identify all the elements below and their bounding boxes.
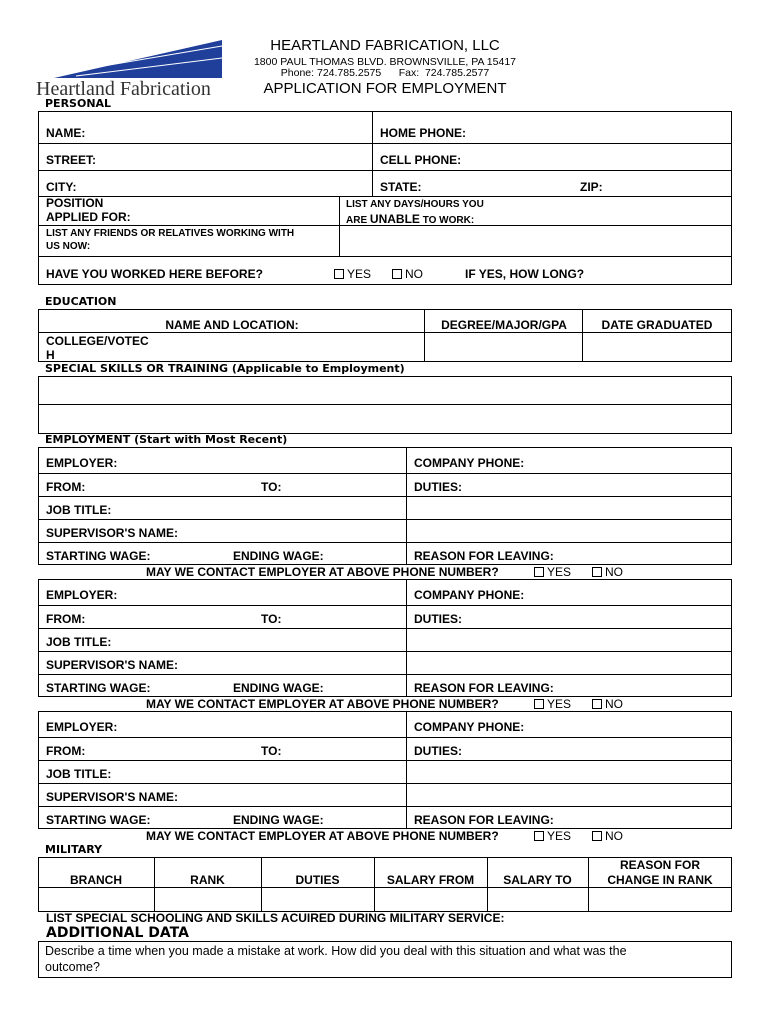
supervisor-label: SUPERVISOR'S NAME:: [46, 658, 178, 672]
name-field[interactable]: [90, 120, 368, 140]
military-heading: MILITARY: [45, 843, 103, 856]
friends-label-1: LIST ANY FRIENDS OR RELATIVES WORKING WITH: [46, 228, 295, 239]
ending-wage-label: ENDING WAGE:: [233, 813, 324, 827]
ending-wage-field[interactable]: [333, 809, 403, 827]
duties-label: DUTIES:: [414, 744, 462, 758]
edu-col-name: NAME AND LOCATION:: [165, 318, 299, 332]
company-phone-field[interactable]: [535, 451, 728, 471]
logo-triangle-icon: [36, 38, 228, 82]
education-heading: EDUCATION: [45, 295, 117, 308]
edu-date-field[interactable]: [586, 334, 728, 360]
company-phone-label: COMPANY PHONE:: [414, 720, 525, 734]
friends-label-2: US NOW:: [46, 241, 91, 252]
friends-field[interactable]: [344, 229, 728, 253]
to-field[interactable]: [285, 740, 403, 758]
contact-question: MAY WE CONTACT EMPLOYER AT ABOVE PHONE NUMBER?: [146, 697, 499, 711]
military-salary-from-field[interactable]: [376, 889, 485, 910]
company-name: HEARTLAND FABRICATION, LLC: [270, 37, 500, 54]
contact-yes-checkbox[interactable]: YES: [534, 697, 571, 711]
military-col-reason-2: CHANGE IN RANK: [607, 873, 713, 887]
duties-field[interactable]: [470, 608, 728, 626]
job-title-field[interactable]: [115, 631, 403, 649]
supervisor-label: SUPERVISOR'S NAME:: [46, 790, 178, 804]
starting-wage-field[interactable]: [160, 809, 230, 827]
ending-wage-field[interactable]: [333, 677, 403, 695]
company-phone: Phone: 724.785.2575 Fax: 724.785.2577: [280, 67, 490, 79]
contact-no-checkbox[interactable]: NO: [592, 829, 623, 843]
unable-label-1: LIST ANY DAYS/HOURS YOU: [346, 199, 484, 210]
from-field[interactable]: [90, 608, 255, 626]
unable-field[interactable]: [490, 200, 728, 222]
supervisor-label: SUPERVISOR'S NAME:: [46, 526, 178, 540]
starting-wage-field[interactable]: [160, 545, 230, 563]
supervisor-field[interactable]: [190, 786, 403, 804]
company-phone-field[interactable]: [535, 583, 728, 603]
to-label: TO:: [261, 612, 282, 626]
worked-yes-checkbox[interactable]: YES: [334, 267, 371, 281]
starting-wage-field[interactable]: [160, 677, 230, 695]
employer-field[interactable]: [125, 715, 403, 735]
reason-leaving-field[interactable]: [565, 809, 728, 827]
company-phone-label: COMPANY PHONE:: [414, 588, 525, 602]
duties-field[interactable]: [470, 740, 728, 758]
city-label: CITY:: [46, 180, 77, 194]
from-field[interactable]: [90, 740, 255, 758]
additional-question-1: Describe a time when you made a mistake at work. How did you deal with this situation and what was the: [45, 944, 627, 958]
job-title-label: JOB TITLE:: [46, 635, 112, 649]
reason-leaving-field[interactable]: [565, 677, 728, 695]
skills-field-2[interactable]: [42, 407, 728, 431]
military-schooling-label: LIST SPECIAL SCHOOLING AND SKILLS ACUIRED DURING MILITARY SERVICE:: [46, 911, 505, 925]
contact-question: MAY WE CONTACT EMPLOYER AT ABOVE PHONE NUMBER?: [146, 829, 499, 843]
edu-row-label-2: H: [46, 348, 55, 362]
home-phone-label: HOME PHONE:: [380, 126, 467, 140]
employer-label: EMPLOYER:: [46, 720, 118, 734]
reason-leaving-label: REASON FOR LEAVING:: [414, 549, 554, 563]
reason-leaving-field[interactable]: [565, 545, 728, 563]
worked-before-label: HAVE YOU WORKED HERE BEFORE?: [46, 267, 263, 281]
job-title-label: JOB TITLE:: [46, 767, 112, 781]
contact-yes-checkbox[interactable]: YES: [534, 829, 571, 843]
zip-field[interactable]: [608, 174, 728, 194]
position-label-1: POSITION: [46, 196, 104, 210]
company-address: 1800 PAUL THOMAS BLVD. BROWNSVILLE, PA 15417: [253, 56, 517, 68]
company-phone-label: COMPANY PHONE:: [414, 456, 525, 470]
employer-field[interactable]: [125, 451, 403, 471]
military-col-branch: BRANCH: [70, 873, 122, 887]
zip-label: ZIP:: [580, 180, 603, 194]
state-field[interactable]: [430, 174, 570, 194]
edu-degree-field[interactable]: [428, 334, 578, 360]
street-field[interactable]: [100, 148, 368, 168]
home-phone-field[interactable]: [475, 120, 727, 140]
personal-heading: PERSONAL: [45, 97, 112, 110]
edu-col-degree: DEGREE/MAJOR/GPA: [441, 318, 567, 332]
military-reason-field[interactable]: [590, 889, 730, 910]
military-rank-field[interactable]: [156, 889, 259, 910]
unable-label-2: ARE UNABLE TO WORK:: [346, 212, 475, 226]
ending-wage-field[interactable]: [333, 545, 403, 563]
contact-no-checkbox[interactable]: NO: [592, 565, 623, 579]
how-long-label: IF YES, HOW LONG?: [465, 267, 585, 281]
employer-field[interactable]: [125, 583, 403, 603]
to-label: TO:: [261, 480, 282, 494]
military-salary-to-field[interactable]: [489, 889, 586, 910]
skills-field-1[interactable]: [42, 379, 728, 402]
ending-wage-label: ENDING WAGE:: [233, 549, 324, 563]
worked-no-checkbox[interactable]: NO: [392, 267, 423, 281]
military-col-reason-1: REASON FOR: [619, 858, 700, 872]
company-phone-field[interactable]: [535, 715, 728, 735]
employer-label: EMPLOYER:: [46, 456, 118, 470]
supervisor-field[interactable]: [190, 522, 403, 540]
additional-answer-field[interactable]: [110, 959, 728, 976]
ending-wage-label: ENDING WAGE:: [233, 681, 324, 695]
military-col-duties: DUTIES: [295, 873, 340, 887]
contact-yes-checkbox[interactable]: YES: [534, 565, 571, 579]
cell-phone-label: CELL PHONE:: [380, 153, 462, 167]
military-col-salary-to: SALARY TO: [503, 873, 572, 887]
skills-heading: SPECIAL SKILLS OR TRAINING (Applicable to Employment): [45, 362, 405, 375]
job-title-label: JOB TITLE:: [46, 503, 112, 517]
from-label: FROM:: [46, 744, 86, 758]
contact-question: MAY WE CONTACT EMPLOYER AT ABOVE PHONE NUMBER?: [146, 565, 499, 579]
from-label: FROM:: [46, 480, 86, 494]
edu-col-date: DATE GRADUATED: [601, 318, 713, 332]
company-logo: [36, 38, 228, 102]
military-col-salary-from: SALARY FROM: [386, 873, 475, 887]
duties-field[interactable]: [470, 476, 728, 494]
edu-row-label-1: COLLEGE/VOTEC: [46, 334, 149, 348]
starting-wage-label: STARTING WAGE:: [46, 549, 151, 563]
street-label: STREET:: [46, 153, 97, 167]
state-label: STATE:: [380, 180, 422, 194]
duties-label: DUTIES:: [414, 612, 462, 626]
cell-phone-field[interactable]: [470, 148, 728, 168]
supervisor-field[interactable]: [190, 654, 403, 672]
starting-wage-label: STARTING WAGE:: [46, 813, 151, 827]
from-field[interactable]: [90, 476, 255, 494]
city-field[interactable]: [82, 174, 368, 194]
job-title-field[interactable]: [115, 499, 403, 517]
employment-heading: EMPLOYMENT (Start with Most Recent): [45, 433, 288, 446]
military-branch-field[interactable]: [40, 889, 152, 910]
position-label-2: APPLIED FOR:: [46, 210, 131, 224]
starting-wage-label: STARTING WAGE:: [46, 681, 151, 695]
logo-text: Heartland Fabrication: [36, 78, 211, 100]
position-field[interactable]: [140, 200, 335, 222]
reason-leaving-label: REASON FOR LEAVING:: [414, 681, 554, 695]
duties-label: DUTIES:: [414, 480, 462, 494]
to-field[interactable]: [285, 476, 403, 494]
military-col-rank: RANK: [190, 873, 225, 887]
job-title-field[interactable]: [115, 763, 403, 781]
additional-heading: ADDITIONAL DATA: [46, 925, 189, 941]
reason-leaving-label: REASON FOR LEAVING:: [414, 813, 554, 827]
additional-question-2: outcome?: [45, 960, 100, 974]
to-field[interactable]: [285, 608, 403, 626]
contact-no-checkbox[interactable]: NO: [592, 697, 623, 711]
form-title: APPLICATION FOR EMPLOYMENT: [263, 80, 507, 97]
name-label: NAME:: [46, 126, 86, 140]
from-label: FROM:: [46, 612, 86, 626]
employer-label: EMPLOYER:: [46, 588, 118, 602]
military-duties-field[interactable]: [263, 889, 372, 910]
to-label: TO:: [261, 744, 282, 758]
edu-name-field[interactable]: [160, 334, 420, 360]
